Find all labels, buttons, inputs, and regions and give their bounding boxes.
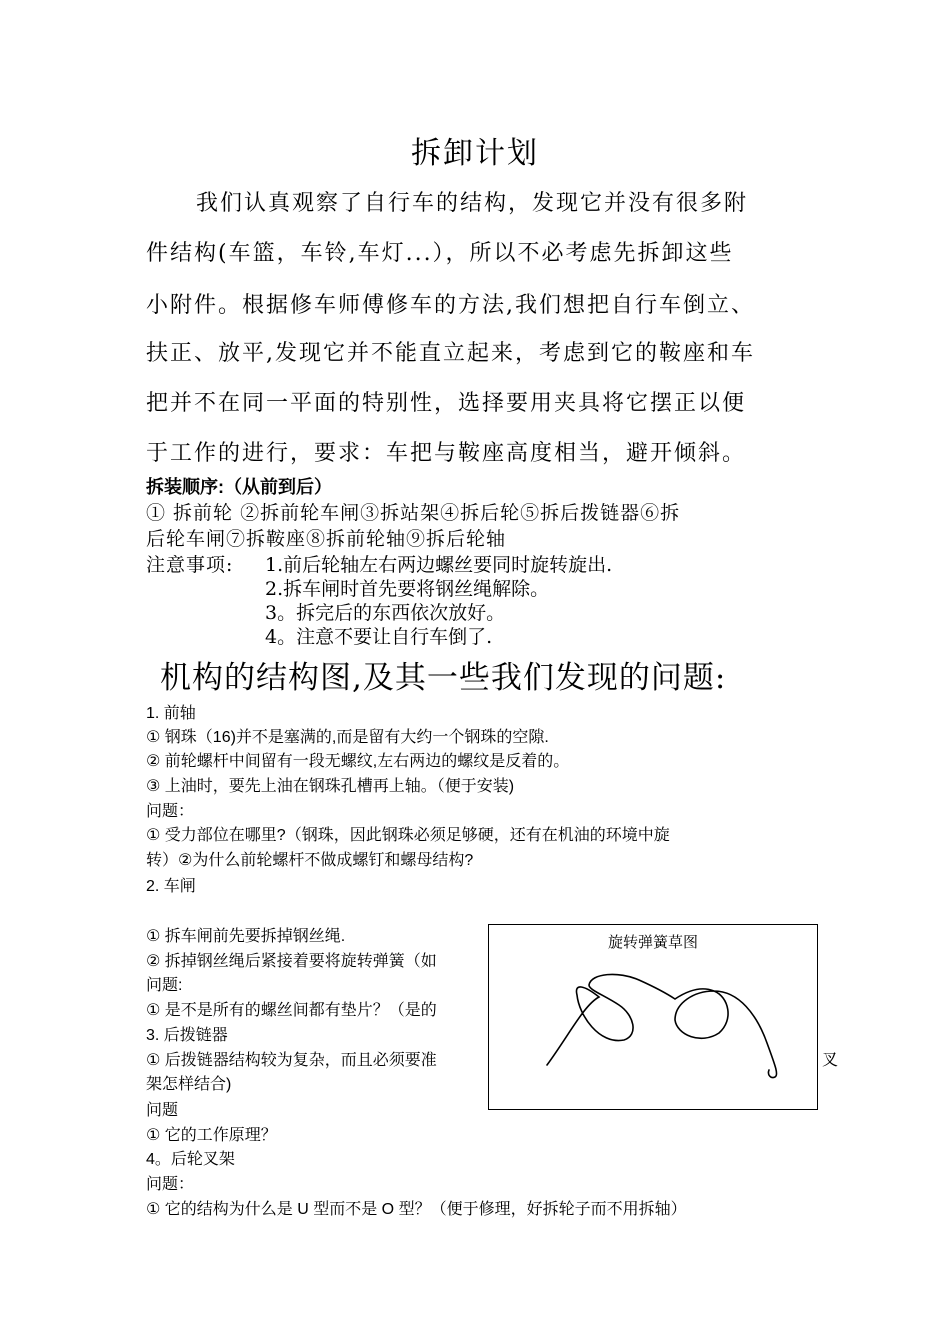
derailleur-point-1: ① 后拨链器结构较为复杂，而且必须要准 — [146, 1052, 437, 1069]
front-axle-question-2: 转）②为什么前轮螺杆不做成螺钉和螺母结构? — [146, 852, 474, 869]
brake-point-1: ① 拆车闸前先要拆掉钢丝绳. — [146, 928, 346, 945]
brake-question-label: 问题: — [146, 977, 183, 994]
order-heading: 拆装顺序:（从前到后） — [146, 477, 332, 497]
derailleur-point-1-tail: 叉 — [822, 1052, 839, 1069]
page-title: 拆卸计划 — [411, 136, 539, 171]
diagram-title: 旋转弹簧草图 — [607, 934, 698, 951]
note-item-3: 3。拆完后的东西依次放好。 — [265, 602, 506, 624]
derailleur-point-2: 架怎样结合) — [146, 1076, 232, 1093]
front-axle-question-label: 问题： — [146, 803, 195, 820]
fork-title: 4。后轮叉架 — [146, 1151, 235, 1168]
fork-question-label: 问题： — [146, 1176, 195, 1193]
note-item-2: 2.拆车闸时首先要将钢丝绳解除。 — [265, 578, 550, 600]
note-item-4: 4。注意不要让自行车倒了. — [265, 626, 493, 648]
front-axle-title: 1. 前轴 — [146, 705, 196, 722]
spring-sketch-drawing — [489, 925, 819, 1111]
derailleur-title: 3. 后拨链器 — [146, 1027, 228, 1044]
structure-heading: 机构的结构图,及其一些我们发现的问题: — [160, 660, 727, 696]
derailleur-question-1: ① 它的工作原理？ — [146, 1127, 277, 1144]
intro-line-5: 把并不在同一平面的特别性，选择要用夹具将它摆正以便 — [146, 391, 747, 416]
front-axle-question-1: ① 受力部位在哪里?（钢珠，因此钢珠必须足够硬，还有在机油的环境中旋 — [146, 827, 670, 844]
intro-line-3: 小附件。根据修车师傅修车的方法,我们想把自行车倒立、 — [146, 293, 755, 318]
note-item-1: 1.前后轮轴左右两边螺丝要同时旋转旋出. — [265, 554, 613, 576]
intro-line-4: 扶正、放平,发现它并不能直立起来，考虑到它的鞍座和车 — [146, 341, 755, 366]
front-axle-point-2: ② 前轮螺杆中间留有一段无螺纹,左右两边的螺纹是反着的。 — [146, 753, 570, 770]
derailleur-question-label: 问题 — [146, 1102, 179, 1119]
spring-sketch-curve — [547, 974, 777, 1077]
notes-label: 注意事项: — [146, 554, 234, 576]
fork-question-1: ① 它的结构为什么是 U 型而不是 O 型？（便于修理，好拆轮子而不用拆轴） — [146, 1201, 687, 1218]
spring-sketch-diagram — [488, 924, 818, 1110]
front-axle-point-1: ① 钢珠（16)并不是塞满的,而是留有大约一个钢珠的空隙. — [146, 729, 549, 746]
brake-question-1: ① 是不是所有的螺丝间都有垫片？（是的 — [146, 1002, 437, 1019]
intro-line-2: 件结构(车篮，车铃,车灯...），所以不必考虑先拆卸这些 — [146, 241, 734, 266]
front-axle-point-3: ③ 上油时，要先上油在钢珠孔槽再上轴。（便于安装) — [146, 778, 515, 795]
order-line-2: 后轮车闸⑦拆鞍座⑧拆前轮轴⑨拆后轮轴 — [146, 528, 507, 550]
brake-title: 2. 车闸 — [146, 878, 196, 895]
brake-point-2: ② 拆掉钢丝绳后紧接着要将旋转弹簧（如 — [146, 953, 437, 970]
intro-line-1: 我们认真观察了自行车的结构，发现它并没有很多附 — [196, 191, 749, 216]
intro-line-6: 于工作的进行，要求：车把与鞍座高度相当，避开倾斜。 — [146, 441, 747, 466]
order-line-1: ① 拆前轮 ②拆前轮车闸③拆站架④拆后轮⑤拆后拨链器⑥拆 — [146, 502, 681, 524]
